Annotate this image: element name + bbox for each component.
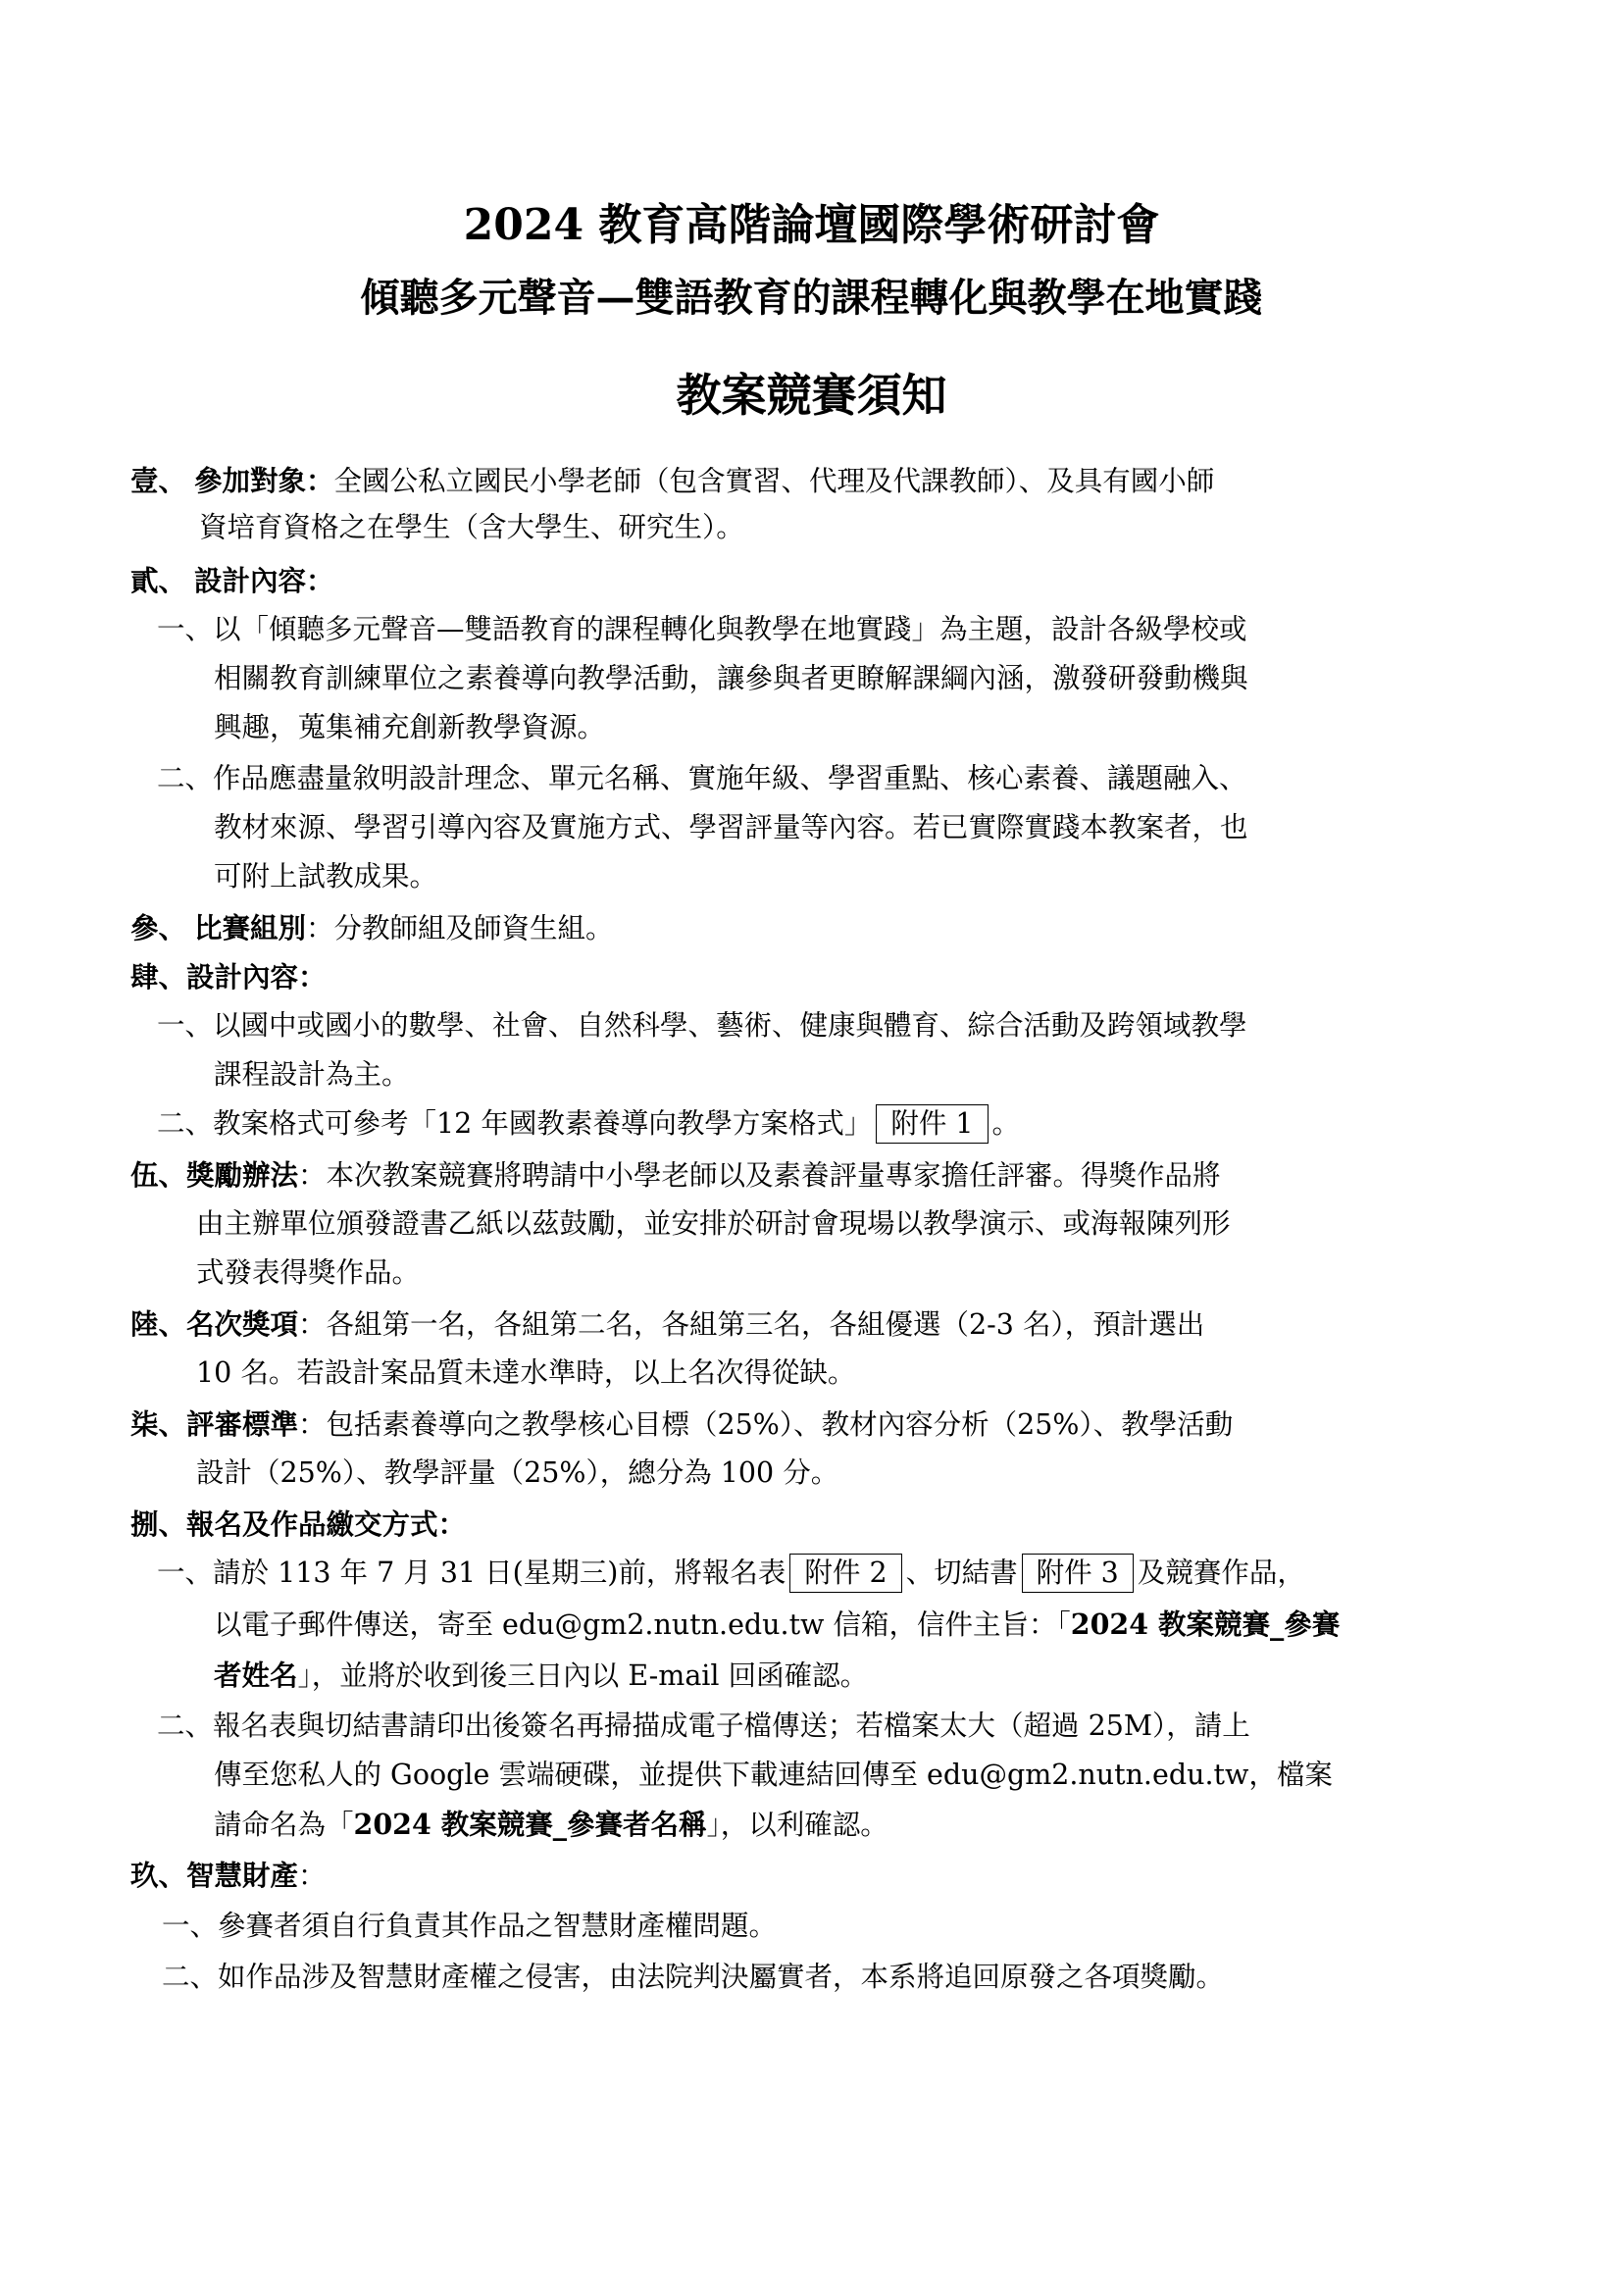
section-number: 壹、 — [130, 464, 187, 497]
section-4-item-2-line-1 — [157, 1102, 1020, 1146]
conference-subtitle: 傾聽多元聲音—雙語教育的課程轉化與教學在地實踐 — [360, 275, 1263, 321]
section-4-heading — [130, 955, 327, 999]
section-label: 智慧財產 — [186, 1859, 299, 1892]
section-6-line-1 — [130, 1302, 1204, 1347]
item-text: 以電子郵件傳送，寄至 edu@gm2.nutn.edu.tw 信箱，信件主旨：「 — [214, 1608, 1071, 1641]
section-2-item-1-line-2: 相關教育訓練單位之素養導向教學活動，讓參與者更瞭解課綱內涵，激發研發動機與 — [214, 662, 1248, 694]
item-text: 請命名為「 — [214, 1809, 354, 1841]
section-label: 比賽組別 — [194, 911, 307, 944]
item-text: 如作品涉及智慧財產權之侵害，由法院判決屬實者，本系將追回原發之各項獎勵。 — [218, 1961, 1225, 1993]
section-text: ：包括素養導向之教學核心目標（25%）、教材內容分析（25%）、教學活動 — [298, 1408, 1234, 1441]
item-text: 請於 113 年 7 月 31 日(星期三)前，將報名表 — [213, 1556, 786, 1589]
section-number: 參、 — [130, 911, 187, 944]
attachment-3-box: 附件 3 — [1022, 1554, 1134, 1593]
section-1-line-2: 資培育資格之在學生（含大學生、研究生）。 — [199, 511, 744, 543]
section-text: ：各組第一名，各組第二名，各組第三名，各組優選（2-3 名），預計選出 — [298, 1308, 1205, 1341]
section-2-item-1-line-3: 興趣，蒐集補充創新教學資源。 — [214, 711, 606, 743]
section-number: 貳、 — [130, 564, 187, 597]
section-8-item-2-line-3 — [214, 1803, 888, 1847]
item-number: 一、 — [162, 1910, 219, 1942]
section-5-line-1 — [130, 1153, 1221, 1198]
section-4-item-1-line-1 — [157, 1004, 1247, 1047]
section-label: 獎勵辦法 — [186, 1158, 299, 1192]
section-2-item-2-line-2: 教材來源、學習引導內容及實施方式、學習評量等內容。若已實際實踐本教案者，也 — [214, 811, 1248, 843]
item-text-mid: 、切結書 — [905, 1556, 1018, 1589]
notice-title: 教案競賽須知 — [676, 369, 947, 422]
item-number: 一、 — [157, 1556, 214, 1589]
item-text: 教案格式可參考「12 年國教素養導向教學方案格式」 — [213, 1107, 873, 1140]
item-text-end: 。 — [991, 1107, 1021, 1140]
section-colon: ： — [298, 1860, 327, 1892]
item-text: 作品應盡量敘明設計理念、單元名稱、實施年級、學習重點、核心素養、議題融入、 — [213, 762, 1247, 794]
conference-title: 2024 教育高階論壇國際學術研討會 — [463, 200, 1160, 250]
section-text: ：分教師組及師資生組。 — [306, 912, 614, 944]
section-2-heading — [130, 559, 334, 603]
section-9-item-2 — [162, 1956, 1224, 1999]
section-label: 參加對象： — [194, 464, 334, 497]
item-text: 以「傾聽多元聲音—雙語教育的課程轉化與教學在地實踐」為主題，設計各級學校或 — [213, 613, 1247, 645]
section-8-item-1-line-1 — [157, 1552, 1305, 1595]
section-9-item-1 — [162, 1905, 777, 1948]
attachment-2-box: 附件 2 — [789, 1554, 901, 1593]
section-number: 陸、 — [130, 1307, 187, 1341]
section-2-item-1-line-1 — [157, 608, 1247, 651]
section-7-line-1 — [130, 1403, 1233, 1447]
item-number: 二、 — [157, 1709, 214, 1742]
item-number: 一、 — [157, 1009, 214, 1042]
section-label: 設計內容： — [186, 960, 327, 994]
item-number: 二、 — [157, 1107, 214, 1140]
email-subject-bold-cont: 者姓名 — [214, 1658, 298, 1692]
section-8-heading — [130, 1503, 466, 1547]
section-8-item-1-line-3 — [214, 1654, 868, 1698]
item-text: 」，並將於收到後三日內以 E-mail 回函確認。 — [297, 1659, 869, 1692]
section-number: 捌、 — [130, 1507, 187, 1541]
item-number: 二、 — [162, 1961, 219, 1993]
section-8-item-2-line-2: 傳至您私人的 Google 雲端硬碟，並提供下載連結回傳至 edu@gm2.nutn.edu.tw，檔案 — [214, 1759, 1333, 1791]
section-1-line-1 — [130, 459, 1214, 503]
section-5-line-2: 由主辦單位頒發證書乙紙以茲鼓勵，並安排於研討會現場以教學演示、或海報陳列形 — [196, 1207, 1231, 1240]
section-5-line-3: 式發表得獎作品。 — [196, 1256, 421, 1289]
item-text: 報名表與切結書請印出後簽名再掃描成電子檔傳送；若檔案太大（超過 25M），請上 — [213, 1709, 1250, 1742]
section-6-line-2: 10 名。若設計案品質未達水準時，以上名次得從缺。 — [196, 1356, 856, 1389]
section-8-item-2-line-1 — [157, 1705, 1250, 1748]
section-2-item-2-line-3: 可附上試教成果。 — [214, 860, 438, 893]
section-3-line-1 — [130, 906, 614, 950]
section-label: 名次獎項 — [186, 1307, 299, 1341]
section-4-item-1-line-2: 課程設計為主。 — [214, 1058, 410, 1091]
section-8-item-1-line-2 — [214, 1603, 1340, 1647]
attachment-1-box: 附件 1 — [876, 1104, 988, 1144]
item-text: 以國中或國小的數學、社會、自然科學、藝術、健康與體育、綜合活動及跨領域教學 — [213, 1009, 1247, 1042]
item-number: 二、 — [157, 762, 214, 794]
section-number: 肆、 — [130, 960, 187, 994]
section-label: 設計內容： — [194, 564, 334, 597]
item-number: 一、 — [157, 613, 214, 645]
item-text-end: 」，以利確認。 — [706, 1809, 888, 1841]
section-9-heading — [130, 1854, 327, 1898]
item-text: 參賽者須自行負責其作品之智慧財產權問題。 — [218, 1910, 778, 1942]
email-subject-bold: 2024 教案競賽_參賽 — [1070, 1607, 1341, 1641]
section-2-item-2-line-1 — [157, 757, 1247, 800]
section-number: 玖、 — [130, 1859, 187, 1892]
item-text-end: 及競賽作品， — [1137, 1556, 1305, 1589]
section-number: 柒、 — [130, 1407, 187, 1441]
section-text: ：本次教案競賽將聘請中小學老師以及素養評量專家擔任評審。得獎作品將 — [298, 1159, 1221, 1192]
section-label: 報名及作品繳交方式： — [186, 1507, 467, 1541]
section-label: 評審標準 — [186, 1407, 299, 1441]
section-text: 全國公私立國民小學老師（包含實習、代理及代課教師）、及具有國小師 — [333, 465, 1215, 497]
file-name-bold: 2024 教案競賽_參賽者名稱 — [353, 1808, 707, 1841]
section-7-line-2: 設計（25%）、教學評量（25%），總分為 100 分。 — [196, 1456, 839, 1489]
section-number: 伍、 — [130, 1158, 187, 1192]
